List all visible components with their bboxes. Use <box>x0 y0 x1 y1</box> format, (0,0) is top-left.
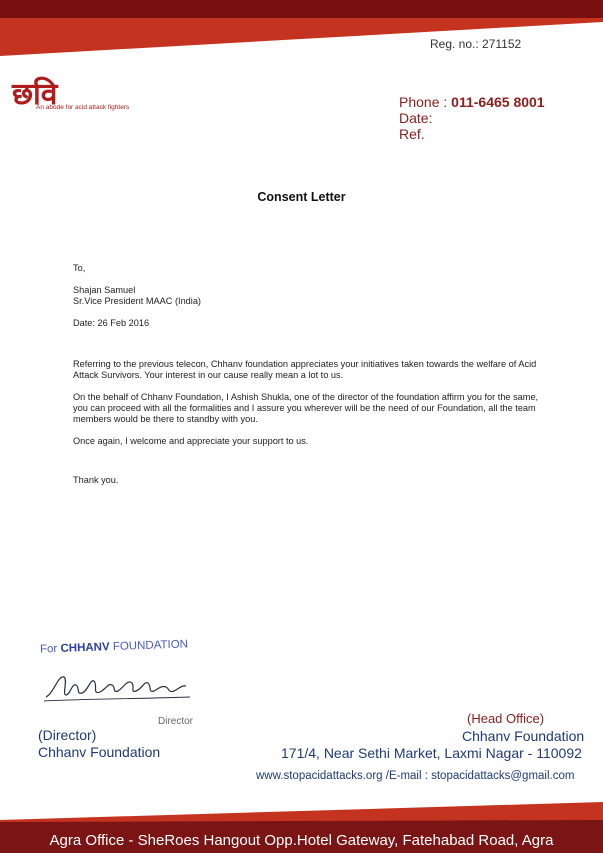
paragraph-2: On the behalf of Chhanv Foundation, I Ashish Shukla, one of the director of the foundation affirm you for the same, you can proceed with all the formalities and I assure you wherever will be the need of our Foundation, all the team members would be there to standby with you. <box>73 392 539 424</box>
phone-line <box>399 94 545 110</box>
chhanv-logo <box>12 77 172 120</box>
recipient-name: Shajan Samuel <box>73 285 136 295</box>
phone-number: 011-6465 8001 <box>451 94 545 110</box>
web-email-line: www.stopacidattacks.org /E-mail : stopacidattacks@gmail.com <box>256 770 575 782</box>
signatory-org: Chhanv Foundation <box>38 744 161 760</box>
date-field: Date: <box>399 110 433 126</box>
recipient-title: Sr.Vice President MAAC (India) <box>73 296 201 306</box>
logo-tagline: An abode for acid attack fighters <box>36 104 130 111</box>
head-office-org: Chhanv Foundation <box>462 728 585 744</box>
stamp-title: Director <box>158 716 194 727</box>
paragraph-3: Once again, I welcome and appreciate your support to us. <box>73 436 309 446</box>
closing: Thank you. <box>73 475 119 485</box>
ref-field: Ref. <box>399 126 425 142</box>
letter-title: Consent Letter <box>257 190 346 204</box>
logo-mark: छवि <box>12 77 58 112</box>
stamp-suffix: FOUNDATION <box>109 638 189 654</box>
letter-date: Date: 26 Feb 2016 <box>73 318 150 328</box>
stamp-org-name: CHHANV <box>60 641 110 655</box>
header-band <box>0 0 603 60</box>
stamp-prefix: For <box>39 642 61 656</box>
recipient-block <box>73 285 201 307</box>
head-office-address: 171/4, Near Sethi Market, Laxmi Nagar - 110092 <box>281 745 582 761</box>
paragraph-1: Referring to the previous telecon, Chhanv foundation appreciates your initiatives taken towards the welfare of Acid Attack Survivors. Your interest in our cause really mean a lot to us. <box>73 359 537 380</box>
head-office-label: (Head Office) <box>467 711 545 726</box>
signatory-role: (Director) <box>38 727 97 743</box>
handwritten-signature <box>40 665 200 707</box>
phone-label: Phone : <box>399 94 452 110</box>
stamp-organization <box>40 638 188 655</box>
registration-number: Reg. no.: 271152 <box>430 37 522 51</box>
salutation: To, <box>73 263 86 273</box>
agra-office-address: Agra Office - SheRoes Hangout Opp.Hotel Gateway, Fatehabad Road, Agra <box>49 832 554 849</box>
